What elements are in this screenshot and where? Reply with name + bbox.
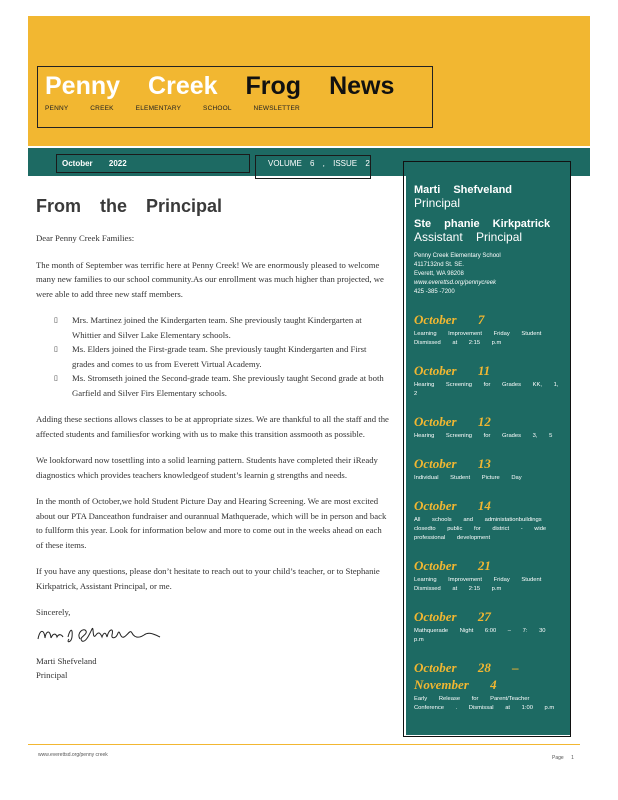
- letter-heading: From the Principal: [36, 196, 223, 216]
- event-description: Early Release for Parent/Teacher Conference . Dismissal at 1:00 p.m: [414, 696, 555, 711]
- school-phone: 425 -385 -7200: [414, 289, 455, 295]
- new-staff-list: [36, 313, 390, 400]
- event-description: All schools and administationbuildings closedto public for district - wide professional development: [414, 517, 547, 541]
- newsletter-subtitle: PENNY CREEK ELEMENTARY SCHOOL NEWSLETTER: [45, 105, 300, 112]
- signature: [36, 623, 390, 650]
- page-number: Page 1: [552, 755, 574, 761]
- event-description: Learning Improvement Friday Student Dismissed at 2:15 p.m: [414, 577, 542, 592]
- paragraph: The month of September was terrific here at Penny Creek! We are enormously pleased to welcome many new families to our school community.As our enrollment was much higher than projected, we were able to add three new staff members.: [36, 259, 384, 299]
- list-item: ▯ Ms. Elders joined the First-grade team. She previously taught Kindergarten and First grades and comes to us from Everett Virtual Academy.: [54, 344, 367, 369]
- salutation: Dear Penny Creek Families:: [36, 233, 135, 243]
- event-date: October 12: [414, 414, 491, 429]
- events-list: [414, 311, 564, 713]
- event-date: October 21: [414, 558, 491, 573]
- event-description: Hearing Screening for Grades KK, 1, 2: [414, 382, 559, 397]
- event-date: October 11: [414, 363, 491, 378]
- event-date: October 27: [414, 609, 491, 624]
- issue-month: October 2022: [56, 154, 250, 173]
- sincerely: Sincerely,: [36, 607, 71, 617]
- masthead: [37, 66, 433, 128]
- school-website[interactable]: www.everettsd.org/pennycreek: [414, 280, 497, 286]
- event-date: October 7: [414, 312, 485, 327]
- paragraph: Adding these sections allows classes to be at appropriate sizes. We are thankful to all the staff and the affected students and familiesfor working with us to make this transition assmooth as possible.: [36, 414, 389, 439]
- event-description: Mathquerade Night 6:00 – 7: 30 p.m: [414, 628, 546, 643]
- bullet-icon: ▯: [54, 345, 58, 353]
- signer-title: Principal: [36, 670, 68, 680]
- staff-role: Assistant Principal: [414, 230, 523, 244]
- event-date: October 14: [414, 498, 491, 513]
- event-description: Hearing Screening for Grades 3, 5: [414, 433, 553, 439]
- event-description: Individual Student Picture Day: [414, 475, 522, 481]
- newsletter-title: Penny Creek Frog News: [45, 72, 395, 100]
- signature-scribble: [36, 623, 166, 645]
- event-date: October 28 – November 4: [414, 660, 519, 692]
- paragraph: In the month of October,we hold Student Picture Day and Hearing Screening. We are most excited about our PTA Danceathon fundraiser and ourannual Mathquerade, which will be in person and back to fullform this year. Look for information below and more to come out in the weeks ahead on each of these items.: [36, 496, 387, 550]
- staff-name: Marti Shefveland: [414, 184, 513, 196]
- event-date: October 13: [414, 456, 491, 471]
- paragraph: We lookforward now tosettling into a solid learning pattern. Students have completed their iReady diagnostics which provides teachers knowledgeof student’s learnin g strengths and needs.: [36, 455, 378, 480]
- issue-volume: VOLUME 6 , ISSUE 2: [255, 155, 371, 179]
- bullet-icon: ▯: [54, 374, 58, 382]
- staff-name: Ste phanie Kirkpatrick: [414, 218, 551, 230]
- footer-website[interactable]: www.everettsd.org/penny creek: [38, 752, 108, 758]
- staff-role: Principal: [414, 196, 461, 210]
- footer-divider: [28, 744, 580, 745]
- event-description: Learning Improvement Friday Student Dismissed at 2:15 p.m: [414, 331, 542, 346]
- list-item: ▯ Mrs. Martinez joined the Kindergarten team. She previously taught Kindergarten at Whittier and Silver Lake Elementary schools.: [54, 315, 362, 340]
- principal-letter: [36, 196, 390, 682]
- paragraph: If you have any questions, please don’t hesitate to reach out to your child’s teacher, or to Stephanie Kirkpatrick, Assistant Principal, or me.: [36, 566, 380, 591]
- signer-name: Marti Shefveland: [36, 656, 97, 666]
- bullet-icon: ▯: [54, 316, 58, 324]
- sidebar-content: [414, 184, 564, 713]
- school-address: Penny Creek Elementary School 4117132nd St. SE. Everett, WA 98208 www.everettsd.org/pennycreek 425 -385 -7200: [414, 252, 564, 297]
- list-item: ▯ Ms. Stromseth joined the Second-grade team. She previously taught Second grade at both Garfield and Silver Firs Elementary schools.: [54, 373, 384, 398]
